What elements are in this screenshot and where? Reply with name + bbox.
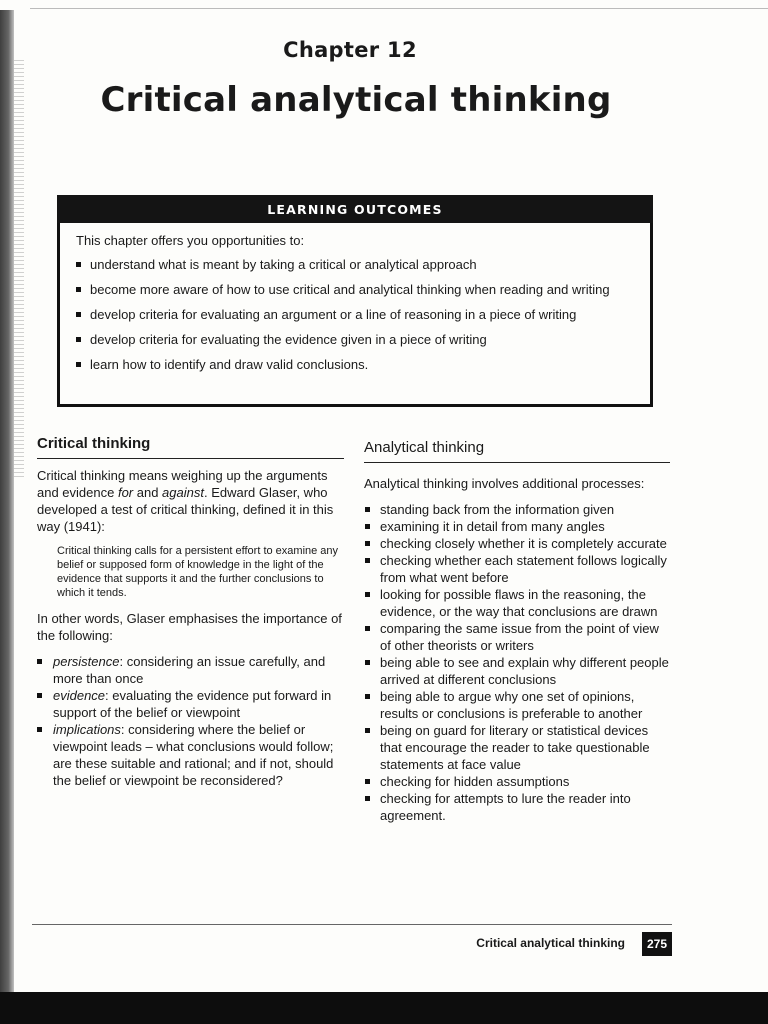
analytical-thinking-section xyxy=(364,434,670,824)
list-item: checking for hidden assumptions xyxy=(364,773,670,790)
scan-speckle xyxy=(14,60,24,480)
chapter-label: Chapter 12 xyxy=(283,38,417,62)
square-bullet-icon xyxy=(365,592,370,597)
square-bullet-icon xyxy=(76,262,81,267)
critical-thinking-paragraph-1: Critical thinking means weighing up the arguments and evidence for and against. Edward Glaser, who developed a test of critical thinking, defined it in this way (1941): xyxy=(37,468,334,534)
critical-thinking-section xyxy=(37,434,344,789)
list-item: comparing the same issue from the point of view of other theorists or writers xyxy=(364,620,670,654)
square-bullet-icon xyxy=(365,728,370,733)
footer-divider xyxy=(32,924,672,925)
square-bullet-icon xyxy=(365,796,370,801)
list-item: learn how to identify and draw valid conclusions. xyxy=(76,357,636,373)
critical-thinking-list xyxy=(37,653,344,789)
square-bullet-icon xyxy=(76,337,81,342)
square-bullet-icon xyxy=(365,660,370,665)
square-bullet-icon xyxy=(365,779,370,784)
page-number: 275 xyxy=(642,932,672,956)
list-item: checking closely whether it is completely accurate xyxy=(364,535,670,552)
learning-outcomes-intro: This chapter offers you opportunities to: xyxy=(76,233,305,248)
analytical-thinking-heading: Analytical thinking xyxy=(364,438,670,463)
learning-outcomes-list xyxy=(76,257,636,373)
square-bullet-icon xyxy=(365,524,370,529)
square-bullet-icon xyxy=(365,694,370,699)
glaser-quote: Critical thinking calls for a persistent effort to examine any belief or supposed form of knowledge in the light of the evidence that supports it and the further conclusions to which it tends. xyxy=(57,545,339,599)
square-bullet-icon xyxy=(76,362,81,367)
scan-binding-edge xyxy=(0,10,14,995)
analytical-thinking-intro: Analytical thinking involves additional processes: xyxy=(364,476,645,491)
square-bullet-icon xyxy=(76,287,81,292)
chapter-title: Critical analytical thinking xyxy=(100,80,612,120)
list-item: examining it in detail from many angles xyxy=(364,518,670,535)
learning-outcomes-content xyxy=(76,232,636,382)
scan-bottom-edge xyxy=(0,992,768,1024)
list-item: looking for possible flaws in the reasoning, the evidence, or the way that conclusions are drawn xyxy=(364,586,670,620)
analytical-thinking-list xyxy=(364,501,670,824)
square-bullet-icon xyxy=(365,541,370,546)
list-item: checking for attempts to lure the reader into agreement. xyxy=(364,790,670,824)
square-bullet-icon xyxy=(365,507,370,512)
square-bullet-icon xyxy=(365,558,370,563)
critical-thinking-heading: Critical thinking xyxy=(37,434,344,459)
learning-outcomes-header: LEARNING OUTCOMES xyxy=(57,195,653,223)
square-bullet-icon xyxy=(37,659,42,664)
list-item: implications: considering where the belief or viewpoint leads – what conclusions would follow; are these suitable and rational; and if not, should the belief or viewpoint be reconsidered? xyxy=(37,721,344,789)
list-item: persistence: considering an issue carefully, and more than once xyxy=(37,653,344,687)
critical-thinking-paragraph-2: In other words, Glaser emphasises the importance of the following: xyxy=(37,611,342,643)
list-item: develop criteria for evaluating the evidence given in a piece of writing xyxy=(76,332,636,348)
list-item: develop criteria for evaluating an argument or a line of reasoning in a piece of writing xyxy=(76,307,636,323)
list-item: evidence: evaluating the evidence put forward in support of the belief or viewpoint xyxy=(37,687,344,721)
list-item: being able to see and explain why different people arrived at different conclusions xyxy=(364,654,670,688)
square-bullet-icon xyxy=(365,626,370,631)
list-item: checking whether each statement follows logically from what went before xyxy=(364,552,670,586)
square-bullet-icon xyxy=(37,727,42,732)
list-item: understand what is meant by taking a critical or analytical approach xyxy=(76,257,636,273)
list-item: standing back from the information given xyxy=(364,501,670,518)
list-item: become more aware of how to use critical and analytical thinking when reading and writing xyxy=(76,282,636,298)
list-item: being able to argue why one set of opinions, results or conclusions is preferable to another xyxy=(364,688,670,722)
footer-running-title: Critical analytical thinking xyxy=(476,936,625,950)
page-top-edge xyxy=(30,8,768,9)
list-item: being on guard for literary or statistical devices that encourage the reader to take questionable statements at face value xyxy=(364,722,670,773)
square-bullet-icon xyxy=(76,312,81,317)
square-bullet-icon xyxy=(37,693,42,698)
